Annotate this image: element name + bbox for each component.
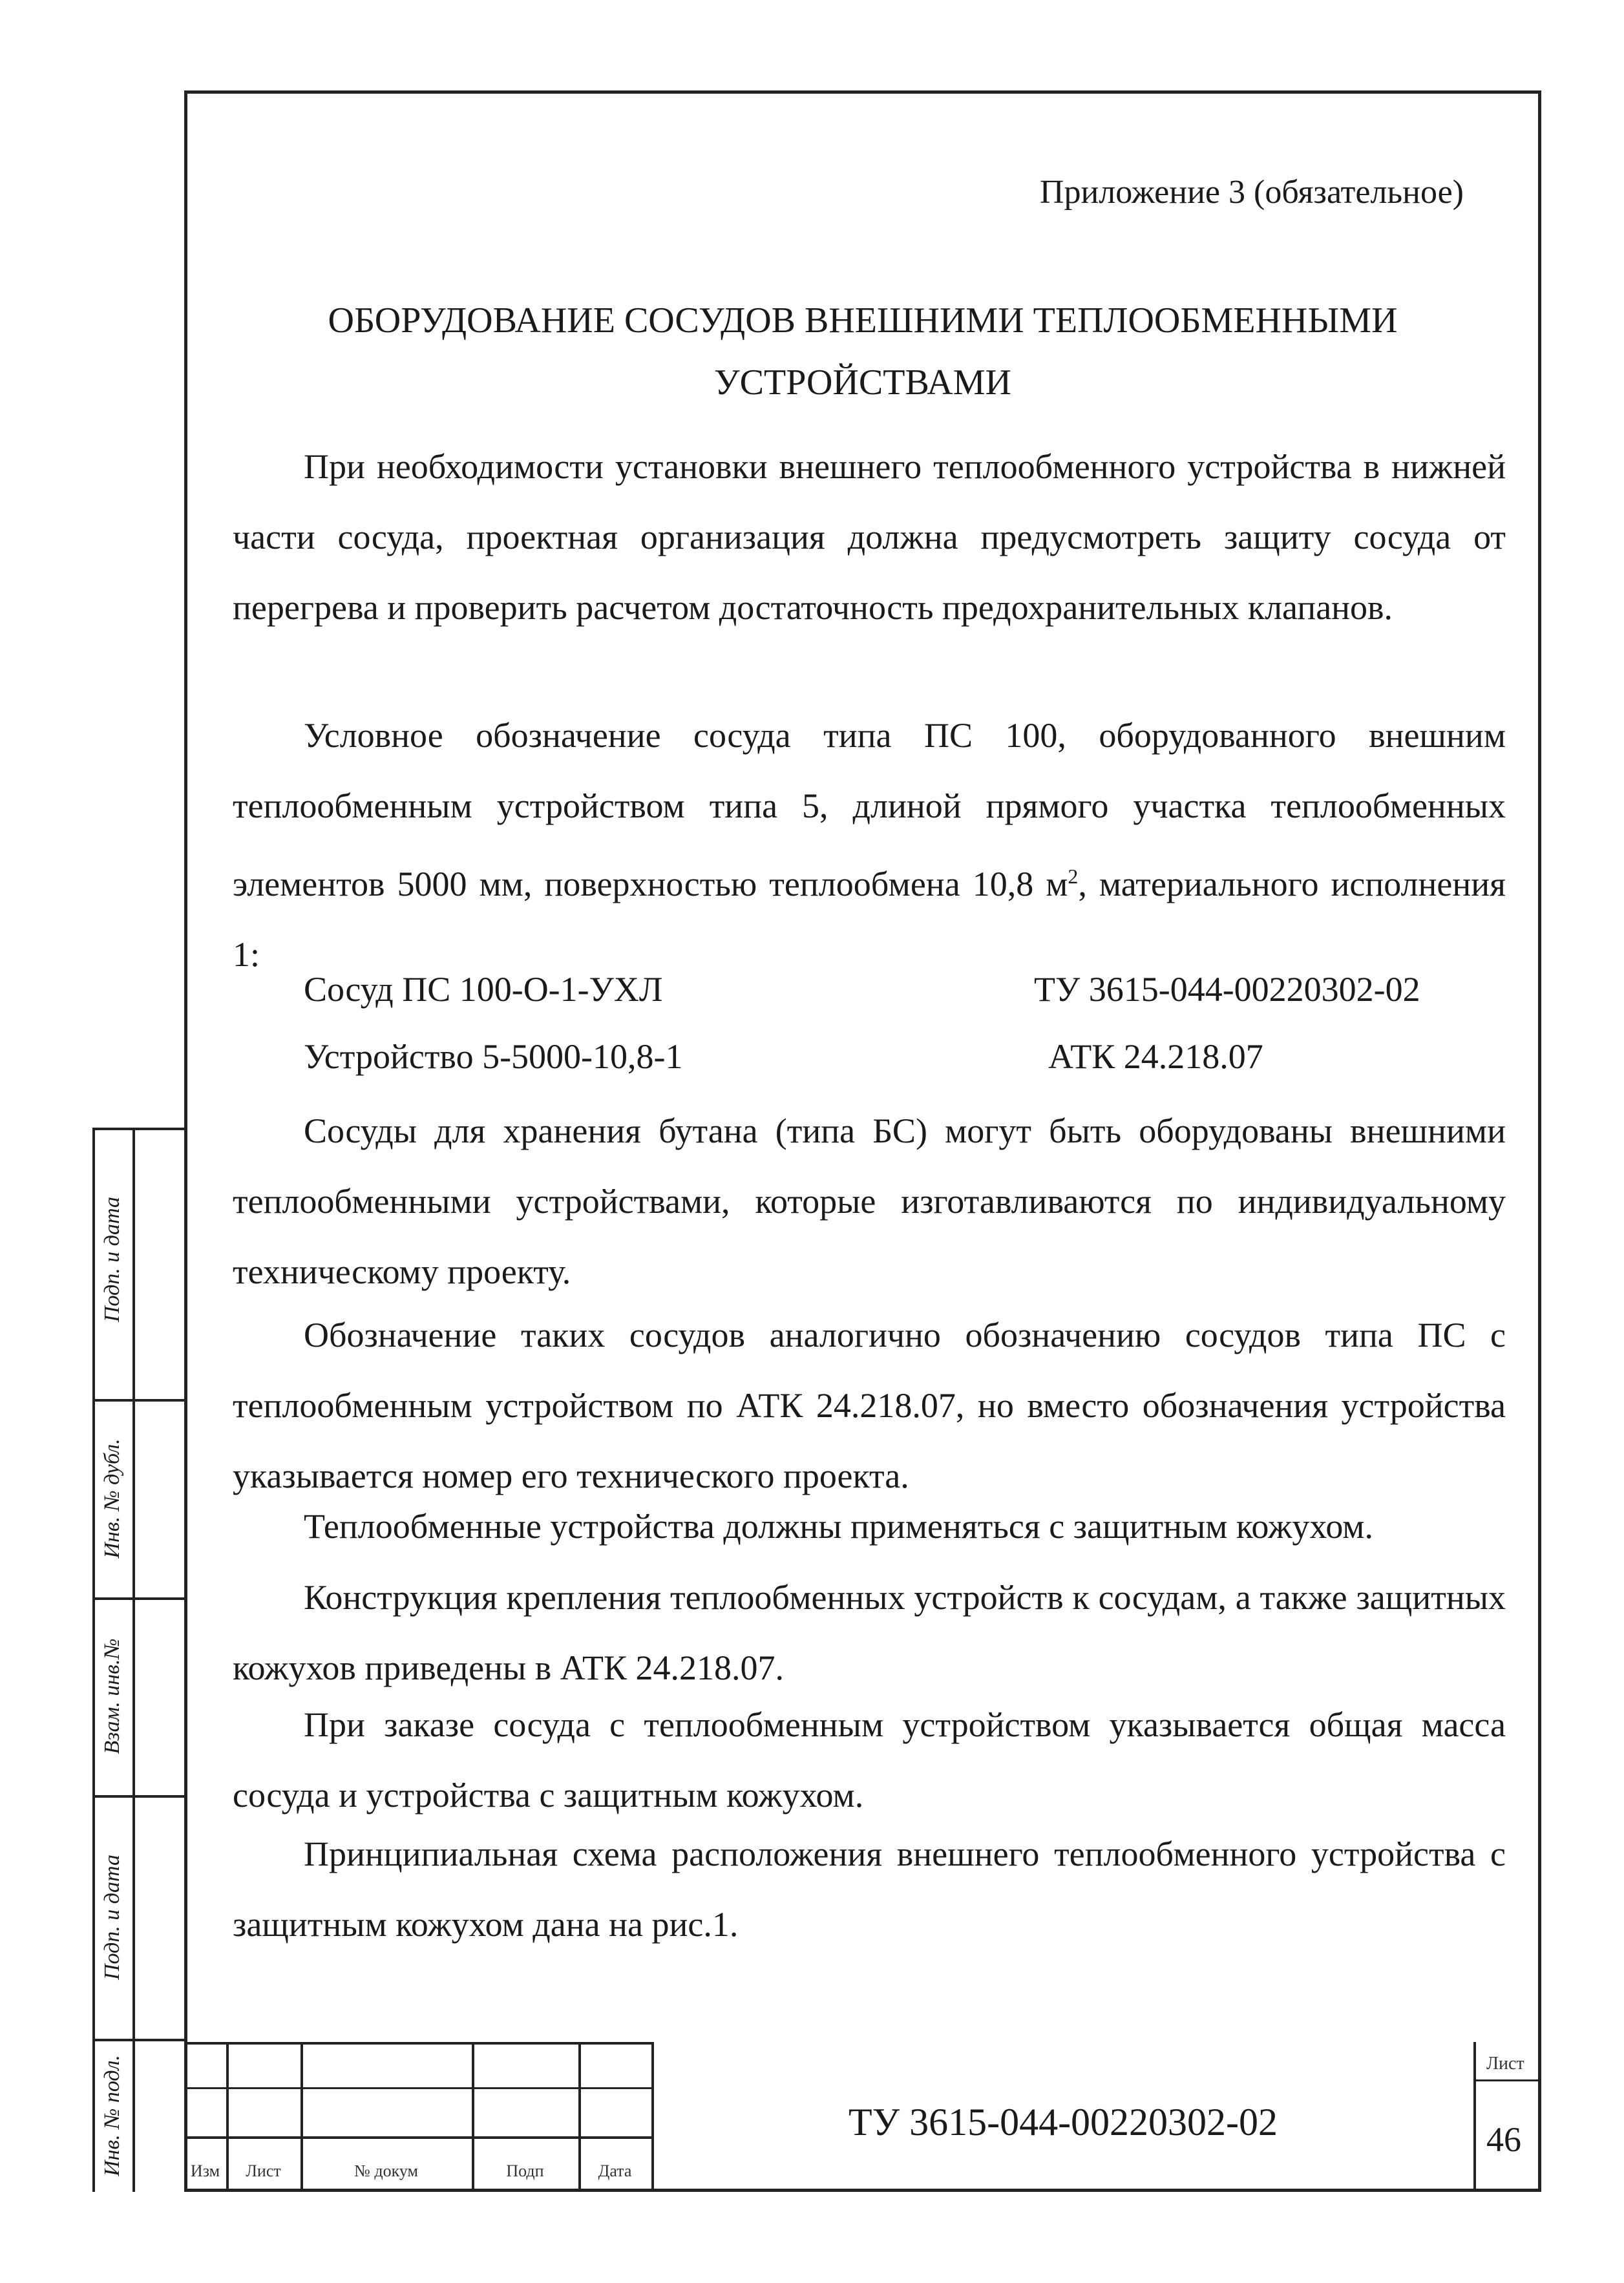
designation-vessel: Сосуд ПС 100-О-1-УХЛ <box>304 970 663 1009</box>
side-stamp-inv-dubl: Инв. № дубл. <box>100 1438 124 1559</box>
title-block-col-podp: Подп <box>506 2162 544 2180</box>
appendix-label: Приложение 3 (обязательное) <box>1039 174 1464 211</box>
paragraph-5 <box>233 1491 1506 1562</box>
paragraph-8 <box>233 1819 1506 1960</box>
paragraph-3-text: Сосуды для хранения бутана (типа БС) могут быть оборудованы внешними теплообменными устройствами, которые изготавливаются по индивидуальному техническому проекту. <box>233 1111 1506 1291</box>
sheet-box-left-line <box>1473 2042 1476 2192</box>
paragraph-8-text: Принципиальная схема расположения внешнего теплообменного устройства с защитным кожухом дана на рис.1. <box>233 1835 1506 1944</box>
paragraph-5-text: Теплообменные устройства должны применяться с защитным кожухом. <box>304 1507 1373 1546</box>
paragraph-7-text: При заказе сосуда с теплообменным устройством указывается общая масса сосуда и устройства с защитным кожухом. <box>233 1705 1506 1815</box>
paragraph-7 <box>233 1690 1506 1831</box>
title-block-header-line <box>184 2136 653 2139</box>
paragraph-2-text-b: , материального исполнения 1: <box>233 865 1506 974</box>
sheet-box-divider <box>1473 2079 1541 2081</box>
title-block-col-data: Дата <box>598 2162 632 2180</box>
side-stamp-inner-line <box>132 1128 135 2192</box>
designation-vessel-standard: ТУ 3615-044-00220302-02 <box>1034 970 1420 1009</box>
side-stamp-outer-line <box>92 1128 95 2192</box>
side-stamp-vzam-inv: Взам. инв.№ <box>100 1638 124 1754</box>
paragraph-2-text <box>233 700 1506 990</box>
title-block-top-line <box>184 2042 653 2045</box>
title-block-col-izm: Изм <box>190 2162 220 2180</box>
side-stamp-divider <box>92 1128 186 1130</box>
paragraph-1-text: При необходимости установки внешнего теплообменного устройства в нижней части сосуда, проектная организация должна предусмотреть защиту сосуда от перегрева и проверить расчетом достаточность предохранительных клапанов. <box>233 447 1506 627</box>
side-stamp-inv-podl: Инв. № подл. <box>100 2055 124 2176</box>
sheet-number: 46 <box>1486 2120 1521 2159</box>
sheet-label: Лист <box>1486 2054 1524 2074</box>
paragraph-2-text-a: Условное обозначение сосуда типа ПС 100, оборудованного внешним теплообменным устройством типа 5, длиной прямого участка теплообменных элементов 5000 мм, поверхностью теплообмена 10,8 м <box>233 716 1506 903</box>
paragraph-1 <box>233 432 1506 643</box>
side-stamp-podp-data-top: Подп. и дата <box>100 1197 124 1322</box>
paragraph-6 <box>233 1562 1506 1703</box>
title-block-col-dokum: № докум <box>354 2162 418 2180</box>
side-stamp-podp-data-bottom: Подп. и дата <box>100 1855 124 1980</box>
side-stamp-divider <box>92 1399 186 1402</box>
paragraph-6-text: Конструкция крепления теплообменных устройств к сосудам, а также защитных кожухов приведены в АТК 24.218.07. <box>233 1578 1506 1687</box>
paragraph-4-text: Обозначение таких сосудов аналогично обозначению сосудов типа ПС с теплообменным устройством по АТК 24.218.07, но вместо обозначения устройства указывается номер его технического проекта. <box>233 1316 1506 1495</box>
paragraph-4 <box>233 1300 1506 1511</box>
document-code: ТУ 3615-044-00220302-02 <box>848 2101 1278 2143</box>
title-block-col-list: Лист <box>246 2162 281 2180</box>
paragraph-2 <box>233 700 1506 990</box>
paragraph-3 <box>233 1096 1506 1307</box>
side-stamp-divider <box>92 1597 186 1600</box>
paragraph-2-superscript: 2 <box>1068 865 1079 888</box>
title-block-row-line <box>184 2087 653 2089</box>
designation-device: Устройство 5-5000-10,8-1 <box>304 1037 683 1076</box>
section-title-line1: ОБОРУДОВАНИЕ СОСУДОВ ВНЕШНИМИ ТЕПЛООБМЕННЫМИ <box>328 300 1398 341</box>
designation-device-standard: АТК 24.218.07 <box>1048 1037 1263 1076</box>
side-stamp-divider <box>92 1795 186 1798</box>
section-title-line2: УСТРОЙСТВАМИ <box>714 363 1011 403</box>
